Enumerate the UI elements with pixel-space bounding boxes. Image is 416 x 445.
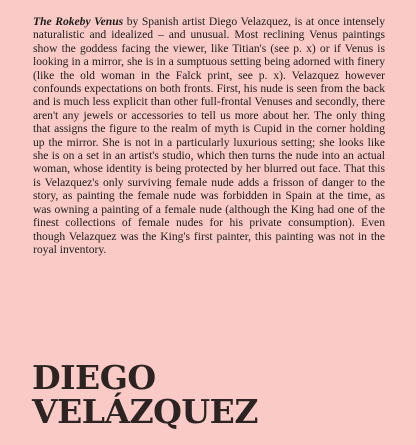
heading-line-surname: VELÁZQUEZ	[32, 392, 258, 431]
heading-line-first-name: DIEGO	[32, 358, 156, 397]
article-body	[33, 15, 385, 256]
article-text: by Spanish artist Diego Velazquez, is at once intensely naturalistic and idealized – and unusual. Most reclining Venus paintings show the goddess facing the viewer, like Titian's (see p. x) or if Venus is looking in a mirror, she is in a sumptuous setting being adorned with finery (like the old woman in the Falck print, see p. x). Velazquez however confounds expectations on both fronts. First, his nude is seen from the back and is much less explicit than other full-frontal Venuses and secondly, there aren't any jewels or accessories to tell us more about her. The only thing that assigns the figure to the realm of myth is Cupid in the corner holding up the mirror. She is not in a particularly luxurious setting; she looks like she is on a set in an artist's studio, which then turns the nude into an actual woman, whose identity is being protected by her blurred out face. That this is Velazquez's only surviving female nude adds a frisson of danger to the story, as painting the female nude was forbidden in Spain at the time, as was owning a painting of a female nude (although the King had one of the finest collections of female nudes for his private consumption). Even though Velazquez was the King's first painter, this painting was not in the royal inventory.	[33, 15, 385, 256]
artist-name-heading	[32, 358, 258, 431]
artwork-title: The Rokeby Venus	[33, 15, 124, 28]
